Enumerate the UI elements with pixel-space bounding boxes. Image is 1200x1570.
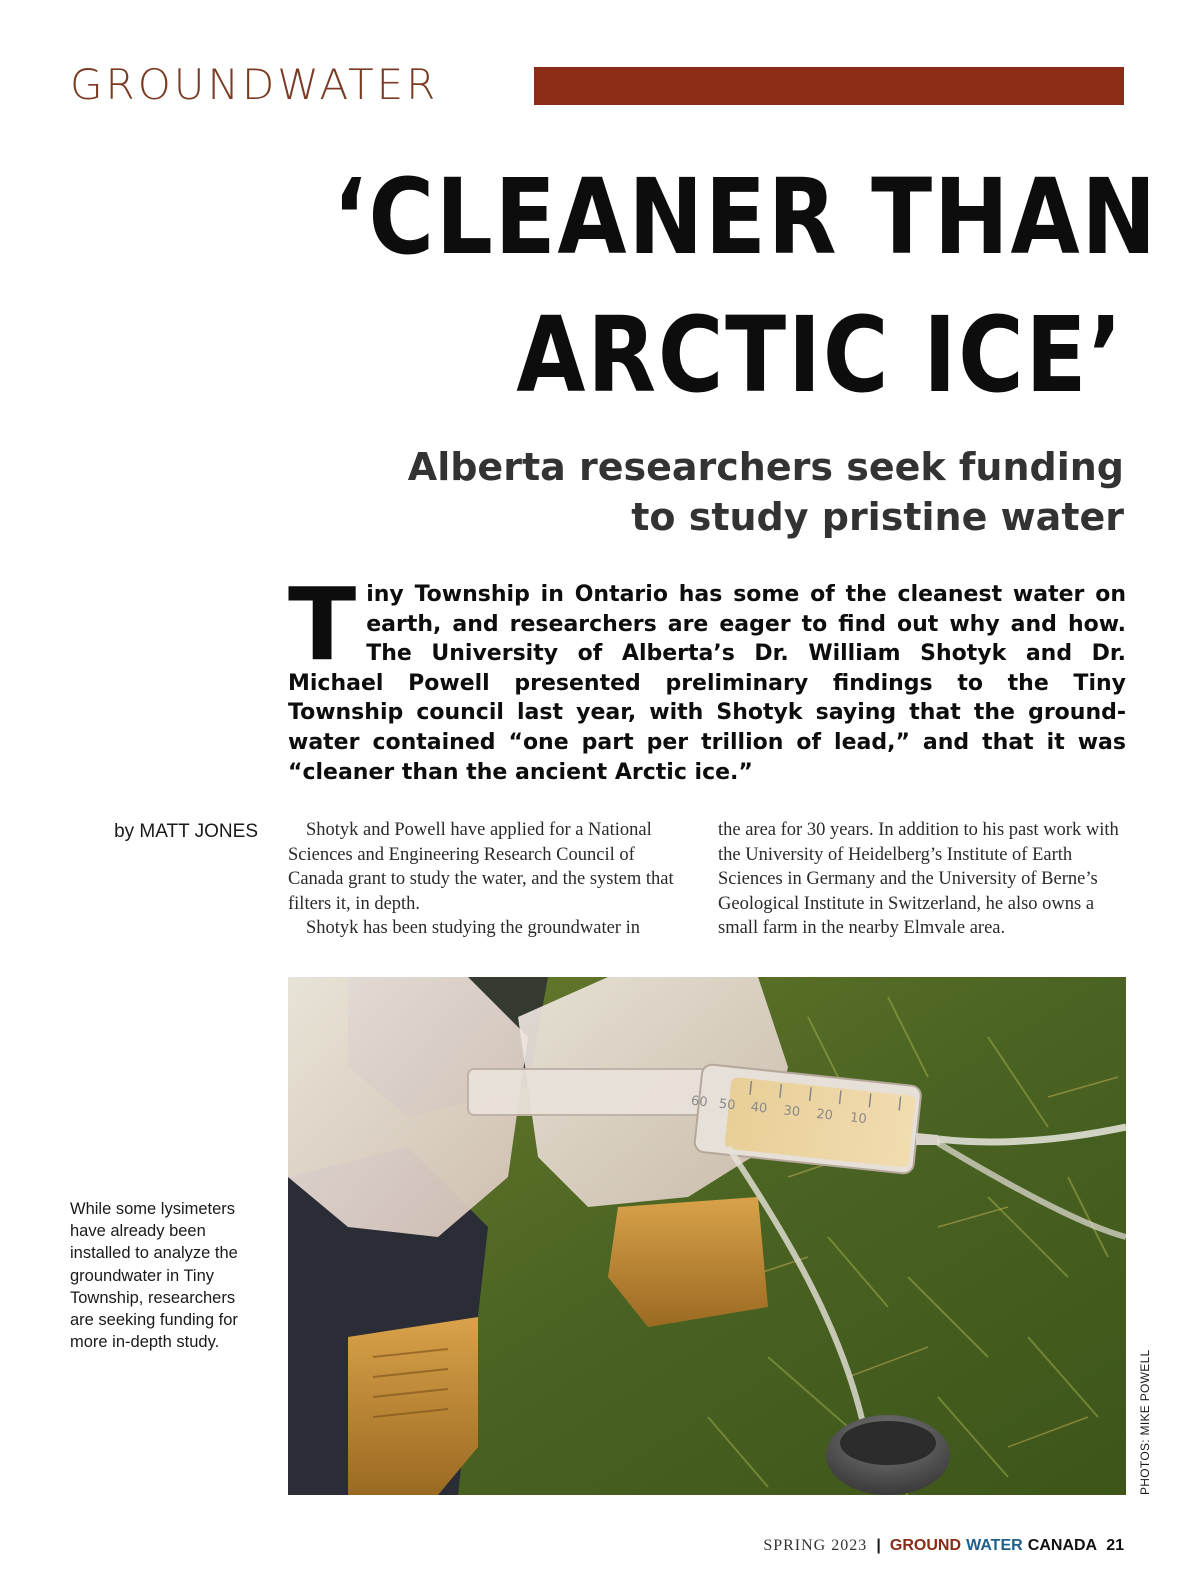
page-number: 21 [1106,1537,1124,1554]
lede-paragraph [288,566,1126,787]
left-boot [348,1317,478,1495]
article-photo [288,977,1126,1495]
folio-separator: | [876,1537,881,1554]
headline [332,148,1158,424]
subhead [364,442,1124,542]
syringe-plunger [468,1069,718,1115]
byline: by MATT JONES [114,821,258,842]
drop-cap: T [288,566,357,683]
section-bar [534,67,1124,105]
headline-line-2: ARCTIC ICE’ [516,294,1124,416]
section-label: GROUNDWATER [70,60,439,109]
syringe-mark: 40 [749,1099,768,1117]
brand-ground: GROUND [889,1537,961,1554]
folio [763,1534,1124,1557]
syringe-mark: 20 [815,1106,834,1124]
brand-canada: CANADA [1027,1537,1098,1554]
body-column-2 [718,818,1126,941]
syringe-mark: 10 [849,1110,868,1128]
body-paragraph: Shotyk and Powell have applied for a National Sciences and Engineering Research Council of Canada grant to study the water, and the system that filters it, in depth. [288,820,674,914]
subhead-line-2: to study pristine water [631,495,1124,539]
syringe-mark: 30 [782,1103,801,1121]
subhead-line-1: Alberta researchers seek funding [407,445,1124,489]
headline-line-1: ‘CLEANER THAN [332,156,1158,278]
photo-credit: PHOTOS: MIKE POWELL [1138,1349,1152,1495]
body-paragraph: the area for 30 years. In addition to his past work with the University of Heidelberg’s Institute of Earth Sciences in Germany and the University of Berne’s Geological Institute in Switzerland, he also owns a small farm in the nearby Elmvale area. [718,820,1119,938]
issue-date: SPRING 2023 [763,1537,868,1554]
body-column-1 [288,818,688,941]
lysimeter-photo-illustration [288,977,1126,1495]
photo-caption: While some lysimeters have already been installed to analyze the groundwater in Tiny Township, researchers are seeking funding for more in-depth study. [70,1200,238,1352]
lede-text: iny Township in Ontario has some of the cleanest water on earth, and researchers are eager to find out why and how. The University of Alberta’s Dr. William Shotyk and Dr. Michael Powell presented preliminary findings to the Tiny Township council last year, with Shotyk saying that the ground-water contained “one part per trillion of lead,” and that it was “cleaner than the ancient Arctic ice.” [288,582,1126,785]
body-paragraph: Shotyk has been studying the groundwater in [306,918,640,938]
brand-water: WATER [966,1537,1023,1554]
syringe-mark: 50 [718,1096,737,1114]
syringe-mark: 60 [690,1093,709,1111]
